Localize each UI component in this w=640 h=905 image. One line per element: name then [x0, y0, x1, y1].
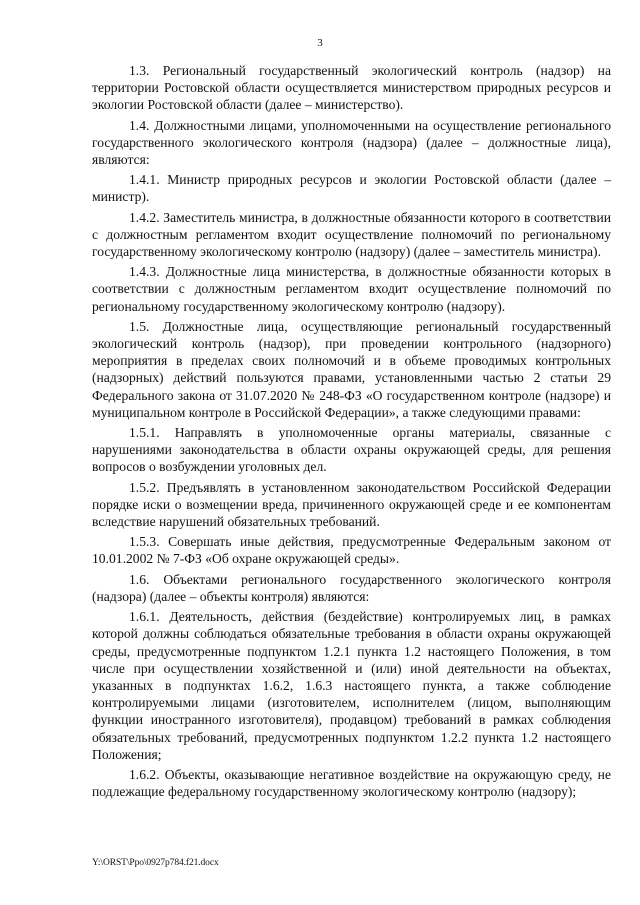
page-number: 3 — [317, 37, 323, 49]
paragraph-1-6: 1.6. Объектами регионального государственного экологического контроля (надзора) (далее – объекты контроля) являются: — [92, 571, 611, 604]
paragraph-1-6-1: 1.6.1. Деятельность, действия (бездействие) контролируемых лиц, в рамках которой должны соблюдаться обязательные требования в области охраны окружающей среды, предусмотренные подпунктом 1.2.1 пункта 1.2 настоящего Положения, в том числе при осуществлении хозяйственной и (или) иной деятельности на объектах, указанных в подпунктах 1.6.2, 1.6.3 настоящего пункта, а также соблюдение контролируемыми лицами (изготовителем, исполнителем (лицом, выполняющим функции иностранного изготовителя), продавцом) требований в рамках соблюдения обязательных требований, предусмотренных подпунктом 1.2.2 пункта 1.2 настоящего Положения; — [92, 609, 611, 762]
document-body — [92, 62, 611, 803]
paragraph-1-5-3: 1.5.3. Совершать иные действия, предусмотренные Федеральным законом от 10.01.2002 № 7-ФЗ «Об охране окружающей среды». — [92, 534, 611, 567]
paragraph-1-5: 1.5. Должностные лица, осуществляющие региональный государственный экологический контроль (надзор), при проведении контрольного (надзорного) мероприятия в пределах своих полномочий и в объеме проводимых контрольных (надзорных) действий пользуются правами, установленными частью 2 статьи 29 Федерального закона от 31.07.2020 № 248-ФЗ «О государственном контроле (надзоре) и муниципальном контроле в Российской Федерации», а также следующими правами: — [92, 318, 611, 420]
paragraph-1-4-1: 1.4.1. Министр природных ресурсов и экологии Ростовской области (далее – министр). — [92, 172, 611, 205]
paragraph-1-4-3: 1.4.3. Должностные лица министерства, в должностные обязанности которых в соответствии с должностным регламентом входит осуществление полномочий по региональному государственному экологическому контролю (надзору). — [92, 264, 611, 314]
paragraph-1-5-2: 1.5.2. Предъявлять в установленном законодательством Российской Федерации порядке иски о возмещении вреда, причиненного окружающей среде и ее компонентам вследствие нарушений обязательных требований. — [92, 479, 611, 530]
paragraph-1-4: 1.4. Должностными лицами, уполномоченными на осуществление регионального государственного экологического контроля (надзора) (далее – должностные лица), являются: — [92, 117, 611, 168]
file-path-footer: Y:\ORST\Ppo\0927p784.f21.docx — [92, 858, 219, 868]
paragraph-1-5-1: 1.5.1. Направлять в уполномоченные органы материалы, связанные с нарушениями законодательства в области охраны окружающей среды, для решения вопросов о возбуждении уголовных дел. — [92, 425, 611, 475]
paragraph-1-3: 1.3. Региональный государственный экологический контроль (надзор) на территории Ростовской области осуществляется министерством природных ресурсов и экологии Ростовской области (далее – министерство). — [92, 63, 611, 113]
paragraph-1-4-2: 1.4.2. Заместитель министра, в должностные обязанности которого в соответствии с должностным регламентом входит осуществление полномочий по региональному государственному экологическому контролю (надзору) (далее – заместитель министра). — [92, 209, 611, 260]
paragraph-1-6-2: 1.6.2. Объекты, оказывающие негативное воздействие на окружающую среду, не подлежащие федеральному государственному экологическому контролю (надзору); — [92, 766, 611, 800]
